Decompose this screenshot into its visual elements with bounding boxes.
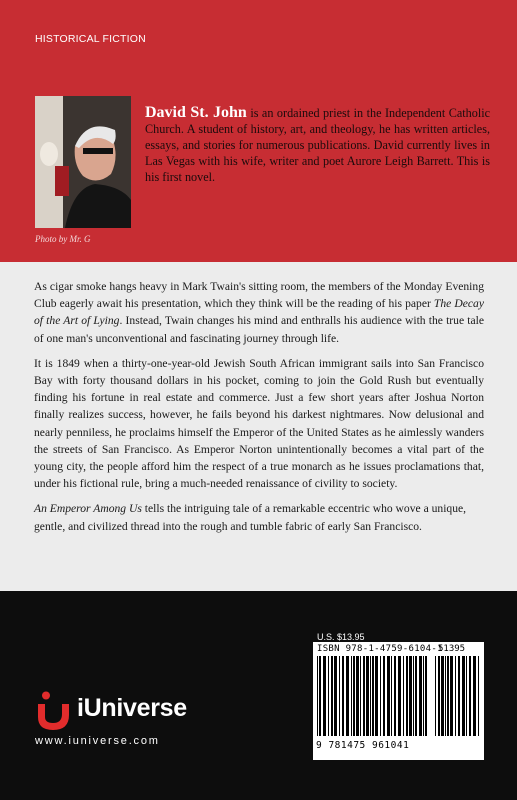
barcode-bar [383,656,385,736]
book-title-italic: An Emperor Among Us [34,502,142,516]
p1-text-b: . Instead, Twain changes his mind and enthralls his audience with the true tale of one man's unconventional and fascinating journey through life. [34,314,484,345]
barcode-bar [342,656,344,736]
barcode-bar [391,656,392,736]
barcode-bar [413,656,414,736]
barcode-bar [375,656,378,736]
barcode-bar [406,656,408,736]
barcode-bar [466,656,467,736]
barcode-bar [445,656,446,736]
barcode-bar [372,656,374,736]
barcode-bar [360,656,361,736]
barcode-bar [450,656,453,736]
price-addon-code: 51395 [438,644,466,654]
barcode-bar [380,656,381,736]
barcode-bar [435,656,436,736]
barcode-bar [419,656,422,736]
p3-text: tells the intriguing tale of a remarkable eccentric who wove a unique, gentle, and civilized thread into the rough and tumble fabric of early San Francisco. [34,502,467,533]
genre-label: HISTORICAL FICTION [35,33,146,45]
barcode-bar [403,656,404,736]
barcode-bar [323,656,326,736]
barcode-bar [425,656,427,736]
ean-digits: 9 781475 961041 [316,740,410,751]
iuniverse-logo-icon [35,690,73,730]
barcode-bar [409,656,412,736]
author-photo [35,96,131,228]
addon-barcode-bars [435,656,480,736]
description-paragraph-1 [34,278,484,347]
barcode-bar [346,656,349,736]
barcode-bar [351,656,352,736]
barcode-bar [319,656,321,736]
book-description [34,278,484,543]
publisher-name: iUniverse [77,694,187,722]
price-label: U.S. $13.95 [317,632,365,642]
barcode-bar [458,656,460,736]
p1-italic-title: The Decay of the Art of Lying [34,297,484,328]
barcode-bar [353,656,355,736]
barcode-bar [478,656,479,736]
barcode-bar [398,656,401,736]
barcode-bar [394,656,396,736]
barcode-bar [334,656,337,736]
p1-text-a: As cigar smoke hangs heavy in Mark Twain's sitting room, the members of the Monday Evening Club eagerly await his presentation, which they think will be the reading of his paper [34,280,484,311]
barcode-bar [438,656,440,736]
photo-credit: Photo by Mr. G [35,234,91,244]
publisher-logo [35,690,225,734]
barcode-bar [370,656,371,736]
barcode-bar [462,656,465,736]
barcode-bar [415,656,417,736]
barcode-bar [339,656,340,736]
barcode [313,642,484,760]
publisher-url: www.iuniverse.com [35,735,160,747]
barcode-bar [317,656,318,736]
barcode-bar [366,656,369,736]
barcode-bar [455,656,456,736]
author-bio-text: is an ordained priest in the Independent Catholic Church. A student of history, art, and theology, he has written articles, essays, and stories for numerous publications. David currently lives in Las Vegas with his wife, writer and poet Aurore Leigh Barrett. This is his first novel. [145,106,491,184]
barcode-bar [356,656,359,736]
description-paragraph-3 [34,500,484,534]
barcode-bar [331,656,333,736]
description-paragraph-2: It is 1849 when a thirty-one-year-old Jewish South African immigrant sails into San Francisco Bay with forty thousand dollars in his pocket, coming to join the Gold Rush but eventually finding his fortune in real estate and commerce. Just a few short years after Joshua Norton finally realizes success, however, he fails beyond his darkest nightmares. Now delusional and nearly penniless, he proclaims himself the Emperor of the United States as he aimlessly wanders the streets of San Francisco. As Emperor Norton unintentionally becomes a vital part of the young city, the people afford him the respect of a true monarch as he issues proclamations that, under his fictional rule, bring a much-needed renaissance of civility to society. [34,356,484,491]
barcode-bar [441,656,444,736]
ean-barcode-bars [317,656,427,736]
barcode-bar [423,656,424,736]
barcode-bar [469,656,471,736]
barcode-bar [387,656,390,736]
barcode-bar [363,656,365,736]
barcode-bar [473,656,476,736]
author-bio [145,105,490,185]
barcode-bar [328,656,329,736]
isbn-text: ISBN 978-1-4759-6104-1 [317,644,443,654]
author-name: David St. John [145,104,247,121]
barcode-bar [447,656,449,736]
